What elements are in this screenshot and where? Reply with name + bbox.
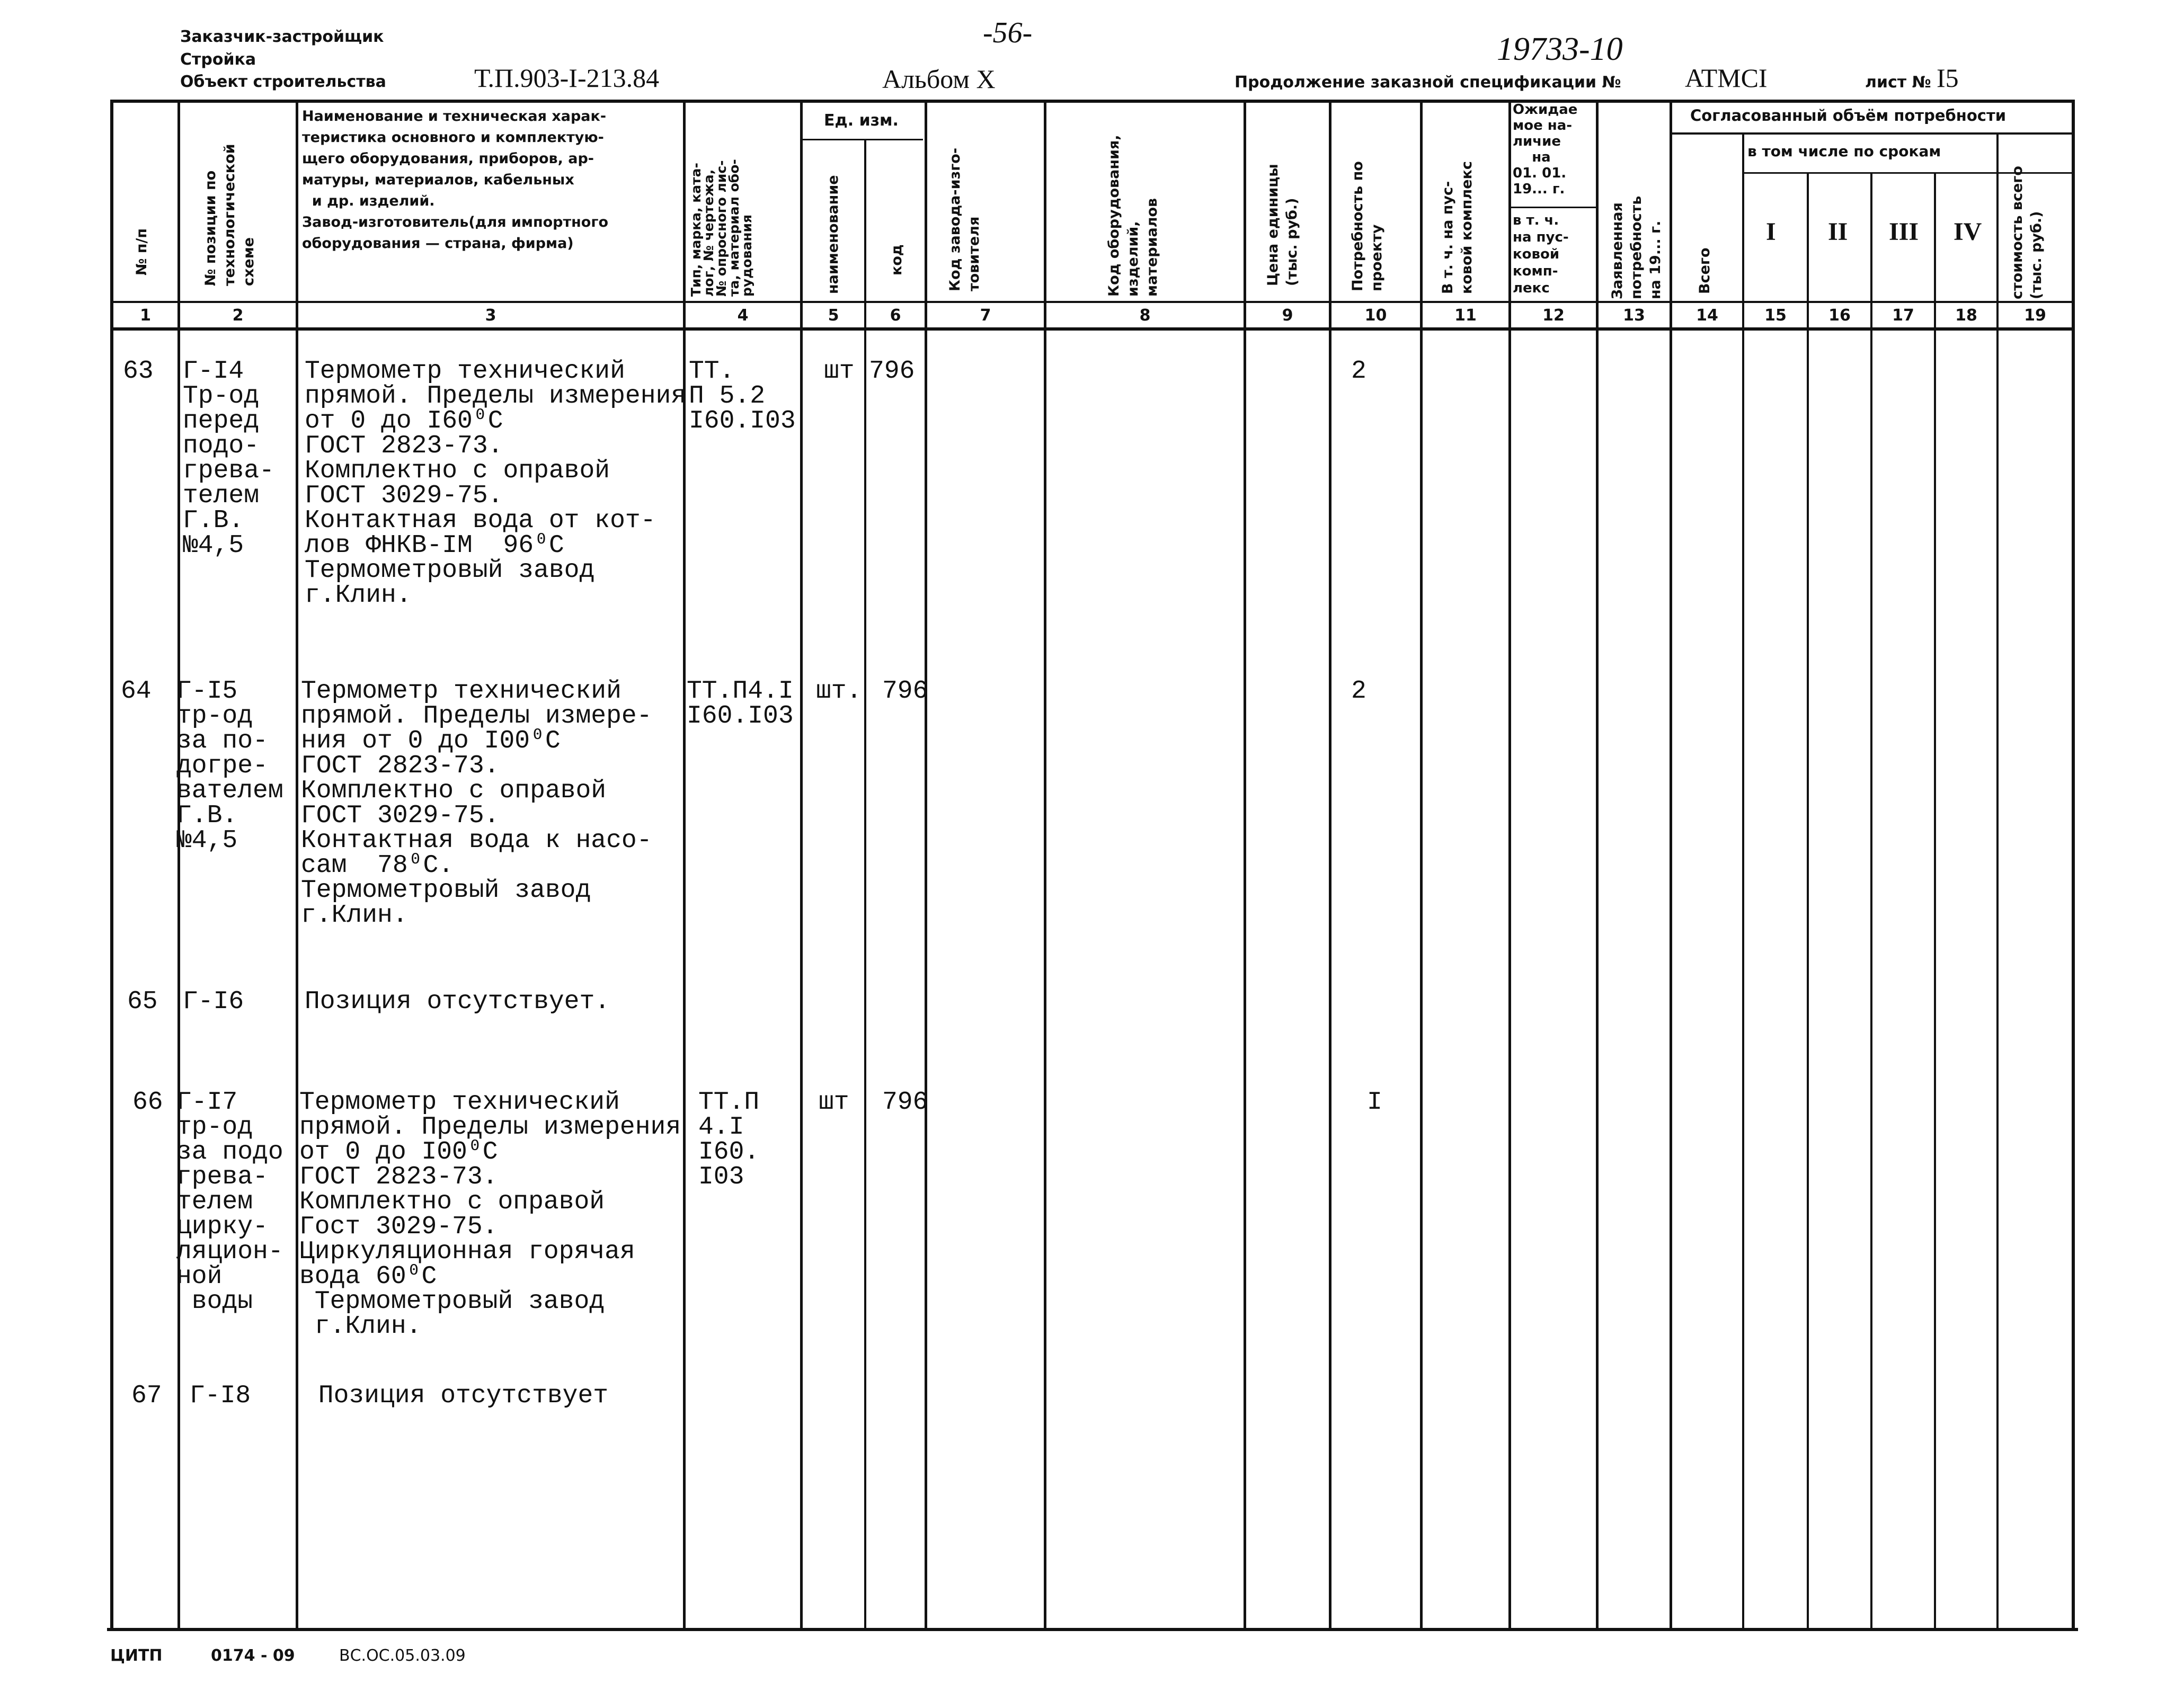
row-position: Г-I8 bbox=[190, 1382, 251, 1410]
page-number-handwritten: -56- bbox=[983, 16, 1033, 49]
col-header-type: Тип, марка, ката- лог, № чертежа, № опросного лис- та, материал обо- рудования bbox=[688, 159, 754, 297]
row-description: Термометр технический прямой. Пределы измерения от 0 до I60⁰С ГОСТ 2823-73. Комплектно с оправой ГОСТ 3029-75. Контактная вода от кот- лов ФНКВ-IМ 96⁰С Термометровый завод г.Клин. bbox=[305, 357, 687, 610]
col-number: 16 bbox=[1828, 306, 1851, 325]
row-unit: шт bbox=[824, 357, 855, 386]
col-header-unit-price: Цена единицы (тыс. руб.) bbox=[1265, 164, 1300, 286]
col-header-launch-complex: В т. ч. на пус- ковой комплекс bbox=[1440, 161, 1475, 294]
row-need: 2 bbox=[1351, 677, 1366, 706]
row-description: Позиция отсутствует bbox=[303, 1382, 609, 1410]
row-position: Г-I6 bbox=[183, 987, 244, 1016]
col-header-cost: стоимость всего (тыс. руб.) bbox=[2009, 166, 2045, 299]
col-number: 2 bbox=[232, 306, 244, 325]
col-number: 12 bbox=[1542, 306, 1565, 325]
row-unit: шт bbox=[819, 1088, 849, 1117]
col-number: 11 bbox=[1454, 306, 1477, 325]
row-number: 64 bbox=[121, 677, 152, 706]
object-code: Т.П.903-I-213.84 bbox=[474, 63, 660, 93]
col-number: 14 bbox=[1696, 306, 1718, 325]
col-header-unit-code: код bbox=[889, 244, 905, 275]
sheet-label: лист № bbox=[1865, 73, 1931, 92]
col-number: 4 bbox=[737, 306, 749, 325]
site-label: Стройка bbox=[180, 50, 256, 69]
col-header-agreed-volume: Согласованный объём потребности bbox=[1690, 106, 2007, 124]
col-header-declared-need: Заявленная потребность на 19... г. bbox=[1609, 195, 1664, 299]
row-description: Термометр технический прямой. Пределы измере- ния от 0 до I00⁰С ГОСТ 2823-73. Комплектно с оправой ГОСТ 3029-75. Контактная вода к насо- сам 78⁰С. Термометровый завод г.Клин. bbox=[301, 677, 652, 930]
album-label: Альбом X bbox=[882, 64, 996, 94]
col-number: 17 bbox=[1892, 306, 1914, 325]
col-header-description: Наименование и техническая харак- теристика основного и комплектую- щего оборудования, приборов, ар- матуры, материалов, кабельных и др. изделий. Завод-изготовитель(для импортного оборудования — страна, фирма) bbox=[302, 108, 609, 252]
col-header-project-need: Потребность по проекту bbox=[1350, 161, 1385, 291]
col-header-position: № позиции по технологической схеме bbox=[202, 144, 257, 286]
col-number: 6 bbox=[890, 306, 901, 325]
row-description: Термометр технический прямой. Пределы измерения от 0 до I00⁰С ГОСТ 2823-73. Комплектно с оправой Гост 3029-75. Циркуляционная горячая вода 60⁰С Термометровый завод г.Клин. bbox=[299, 1088, 681, 1341]
row-type: ТТ.П 4.I I60. I03 bbox=[698, 1088, 760, 1191]
row-unit-code: 796 bbox=[882, 677, 928, 706]
row-unit-code: 796 bbox=[882, 1088, 928, 1117]
row-position: Г-I7 тр-од за подо грева- телем цирку- ляцион- ной воды bbox=[176, 1088, 283, 1316]
col-header-term-2: II bbox=[1828, 218, 1848, 246]
col-header-unit-name: наименование bbox=[825, 175, 841, 294]
col-header-by-terms: в том числе по срокам bbox=[1747, 143, 1941, 160]
object-label: Объект строительства bbox=[180, 73, 386, 91]
row-position: Г-I4 Тр-од перед подо- грева- телем Г.В. №4,5 bbox=[183, 357, 274, 560]
doc-number: 19733-10 bbox=[1497, 31, 1623, 67]
col-number: 1 bbox=[140, 306, 151, 325]
spec-code: ATMCI bbox=[1685, 63, 1768, 93]
col-number: 8 bbox=[1139, 306, 1151, 325]
sheet-number: I5 bbox=[1937, 63, 1959, 93]
col-number: 7 bbox=[980, 306, 991, 325]
col-number: 3 bbox=[485, 306, 496, 325]
row-position: Г-I5 тр-од за по- догре- вателем Г.В. №4,5 bbox=[176, 677, 283, 855]
col-header-equipment-code: Код оборудования, изделий, материалов bbox=[1106, 135, 1160, 297]
col-header-row-number: № п/п bbox=[134, 228, 150, 275]
row-need: 2 bbox=[1351, 357, 1366, 386]
row-number: 63 bbox=[123, 357, 154, 386]
row-number: 66 bbox=[132, 1088, 163, 1117]
col-number: 15 bbox=[1764, 306, 1787, 325]
col-header-term-4: IV bbox=[1954, 218, 1982, 246]
footer-code: 0174 - 09 bbox=[211, 1646, 295, 1665]
continuation-label: Продолжение заказной спецификации № bbox=[1235, 73, 1621, 92]
col-number: 18 bbox=[1955, 306, 1977, 325]
row-type: ТТ.П4.I I60.I03 bbox=[687, 677, 794, 731]
col-header-expected-stock: Ожидае мое на- личие на 01. 01. 19... г. bbox=[1513, 102, 1578, 197]
col-header-total: Всего bbox=[1697, 247, 1713, 294]
col-header-manufacturer-code: Код завода-изго- товителя bbox=[947, 147, 982, 291]
row-unit: шт. bbox=[816, 677, 862, 706]
row-unit-code: 796 bbox=[869, 357, 915, 386]
col-header-term-3: III bbox=[1889, 218, 1919, 246]
row-number: 65 bbox=[127, 987, 158, 1016]
col-number: 9 bbox=[1282, 306, 1293, 325]
col-header-expected-launch: в т. ч. на пус- ковой комп- лекс bbox=[1513, 212, 1569, 296]
footer-org: ЦИТП bbox=[110, 1646, 163, 1665]
col-header-term-1: I bbox=[1766, 218, 1776, 246]
col-header-unit-group: Ед. изм. bbox=[824, 111, 899, 130]
row-number: 67 bbox=[131, 1382, 162, 1410]
customer-label: Заказчик-застройщик bbox=[180, 28, 384, 46]
col-number: 10 bbox=[1364, 306, 1387, 325]
col-number: 13 bbox=[1623, 306, 1645, 325]
row-type: ТТ. П 5.2 I60.I03 bbox=[689, 357, 796, 435]
col-number: 19 bbox=[2024, 306, 2046, 325]
row-need: I bbox=[1367, 1088, 1382, 1117]
row-description: Позиция отсутствует. bbox=[305, 987, 610, 1016]
footer-code-2: ВС.ОС.05.03.09 bbox=[339, 1646, 466, 1665]
col-number: 5 bbox=[828, 306, 839, 325]
